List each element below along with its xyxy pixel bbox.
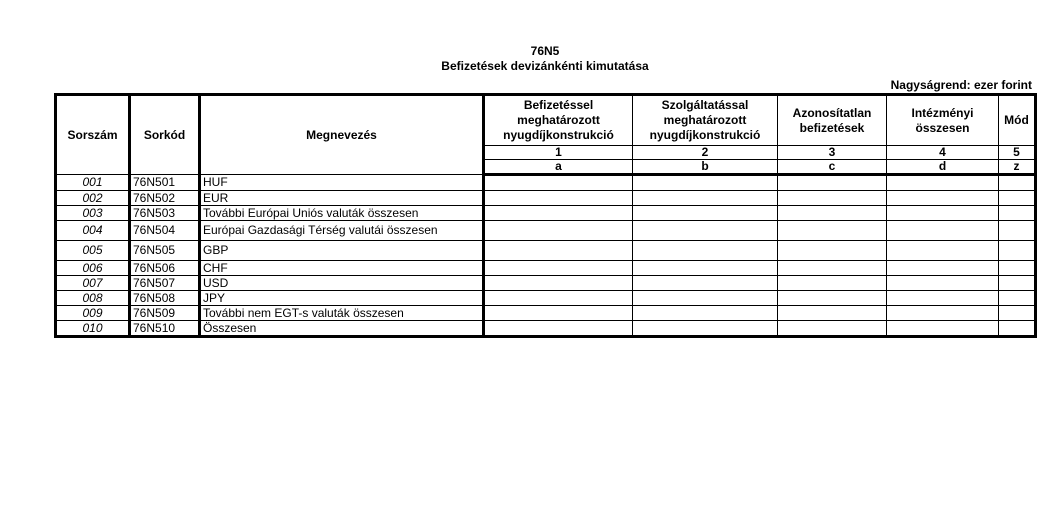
row-name: EUR [200,191,484,206]
cell-b[interactable] [633,241,778,261]
header-col4: Intézményi összesen [887,95,999,146]
table-row [56,321,1036,337]
cell-a[interactable] [484,276,633,291]
cell-c[interactable] [778,191,887,206]
row-number: 006 [56,261,130,276]
row-name: GBP [200,241,484,261]
table-row [56,206,1036,221]
row-code: 76N504 [130,221,200,241]
table-row [56,221,1036,241]
cell-d[interactable] [887,291,999,306]
col-number-1: 1 [484,146,633,160]
header-col1: Befizetéssel meghatározott nyugdíjkonstrukció [484,95,633,146]
col-number-4: 4 [887,146,999,160]
row-code: 76N501 [130,175,200,191]
cell-d[interactable] [887,221,999,241]
cell-c[interactable] [778,261,887,276]
table-row [56,241,1036,261]
cell-a[interactable] [484,321,633,337]
row-number: 003 [56,206,130,221]
cell-d[interactable] [887,206,999,221]
cell-d[interactable] [887,191,999,206]
cell-a[interactable] [484,261,633,276]
row-name: HUF [200,175,484,191]
cell-c[interactable] [778,241,887,261]
form-code: 76N5 [530,44,560,58]
row-name: CHF [200,261,484,276]
cell-z[interactable] [999,206,1036,221]
cell-z[interactable] [999,321,1036,337]
row-number: 004 [56,221,130,241]
row-name: USD [200,276,484,291]
cell-a[interactable] [484,191,633,206]
col-number-3: 3 [778,146,887,160]
col-number-5: 5 [999,146,1036,160]
col-number-2: 2 [633,146,778,160]
cell-z[interactable] [999,306,1036,321]
cell-c[interactable] [778,306,887,321]
row-name: JPY [200,291,484,306]
col-letter-b: b [633,160,778,175]
row-code: 76N502 [130,191,200,206]
cell-d[interactable] [887,261,999,276]
cell-b[interactable] [633,261,778,276]
cell-d[interactable] [887,241,999,261]
row-number: 005 [56,241,130,261]
header-col5: Mód [999,95,1036,146]
header-col3: Azonosítatlan befizetések [778,95,887,146]
cell-d[interactable] [887,306,999,321]
row-code: 76N508 [130,291,200,306]
report-table [54,93,1037,338]
cell-z[interactable] [999,261,1036,276]
cell-b[interactable] [633,276,778,291]
row-code: 76N509 [130,306,200,321]
row-name: Összesen [200,321,484,337]
row-name: További nem EGT-s valuták összesen [200,306,484,321]
cell-z[interactable] [999,191,1036,206]
row-code: 76N510 [130,321,200,337]
cell-c[interactable] [778,276,887,291]
header-sorkod: Sorkód [130,95,200,175]
row-code: 76N503 [130,206,200,221]
cell-a[interactable] [484,221,633,241]
row-code: 76N507 [130,276,200,291]
table-row [56,306,1036,321]
cell-b[interactable] [633,191,778,206]
cell-b[interactable] [633,206,778,221]
header-sorszam: Sorszám [56,95,130,175]
col-letter-z: z [999,160,1036,175]
cell-a[interactable] [484,306,633,321]
header-col2: Szolgáltatással meghatározott nyugdíjkonstrukció [633,95,778,146]
row-name: Európai Gazdasági Térség valutái összesen [200,221,484,241]
cell-z[interactable] [999,276,1036,291]
cell-d[interactable] [887,175,999,191]
cell-a[interactable] [484,206,633,221]
cell-d[interactable] [887,321,999,337]
table-row [56,175,1036,191]
col-letter-a: a [484,160,633,175]
cell-a[interactable] [484,175,633,191]
row-number: 002 [56,191,130,206]
row-name: További Európai Uniós valuták összesen [200,206,484,221]
cell-z[interactable] [999,221,1036,241]
cell-c[interactable] [778,291,887,306]
table-row [56,191,1036,206]
row-code: 76N506 [130,261,200,276]
cell-z[interactable] [999,175,1036,191]
cell-a[interactable] [484,241,633,261]
table-row [56,291,1036,306]
col-letter-c: c [778,160,887,175]
cell-c[interactable] [778,175,887,191]
cell-c[interactable] [778,321,887,337]
cell-b[interactable] [633,221,778,241]
unit-label: Nagyságrend: ezer forint [890,78,1032,92]
cell-d[interactable] [887,276,999,291]
row-number: 010 [56,321,130,337]
table-row [56,261,1036,276]
cell-b[interactable] [633,321,778,337]
cell-b[interactable] [633,175,778,191]
row-code: 76N505 [130,241,200,261]
header-megnevezes: Megnevezés [200,95,484,175]
row-number: 007 [56,276,130,291]
row-number: 009 [56,306,130,321]
col-letter-d: d [887,160,999,175]
row-number: 008 [56,291,130,306]
cell-c[interactable] [778,206,887,221]
cell-c[interactable] [778,221,887,241]
cell-a[interactable] [484,291,633,306]
row-number: 001 [56,175,130,191]
table-row [56,276,1036,291]
cell-z[interactable] [999,291,1036,306]
cell-b[interactable] [633,306,778,321]
cell-z[interactable] [999,241,1036,261]
cell-b[interactable] [633,291,778,306]
form-title: Befizetések devizánkénti kimutatása [441,59,649,73]
